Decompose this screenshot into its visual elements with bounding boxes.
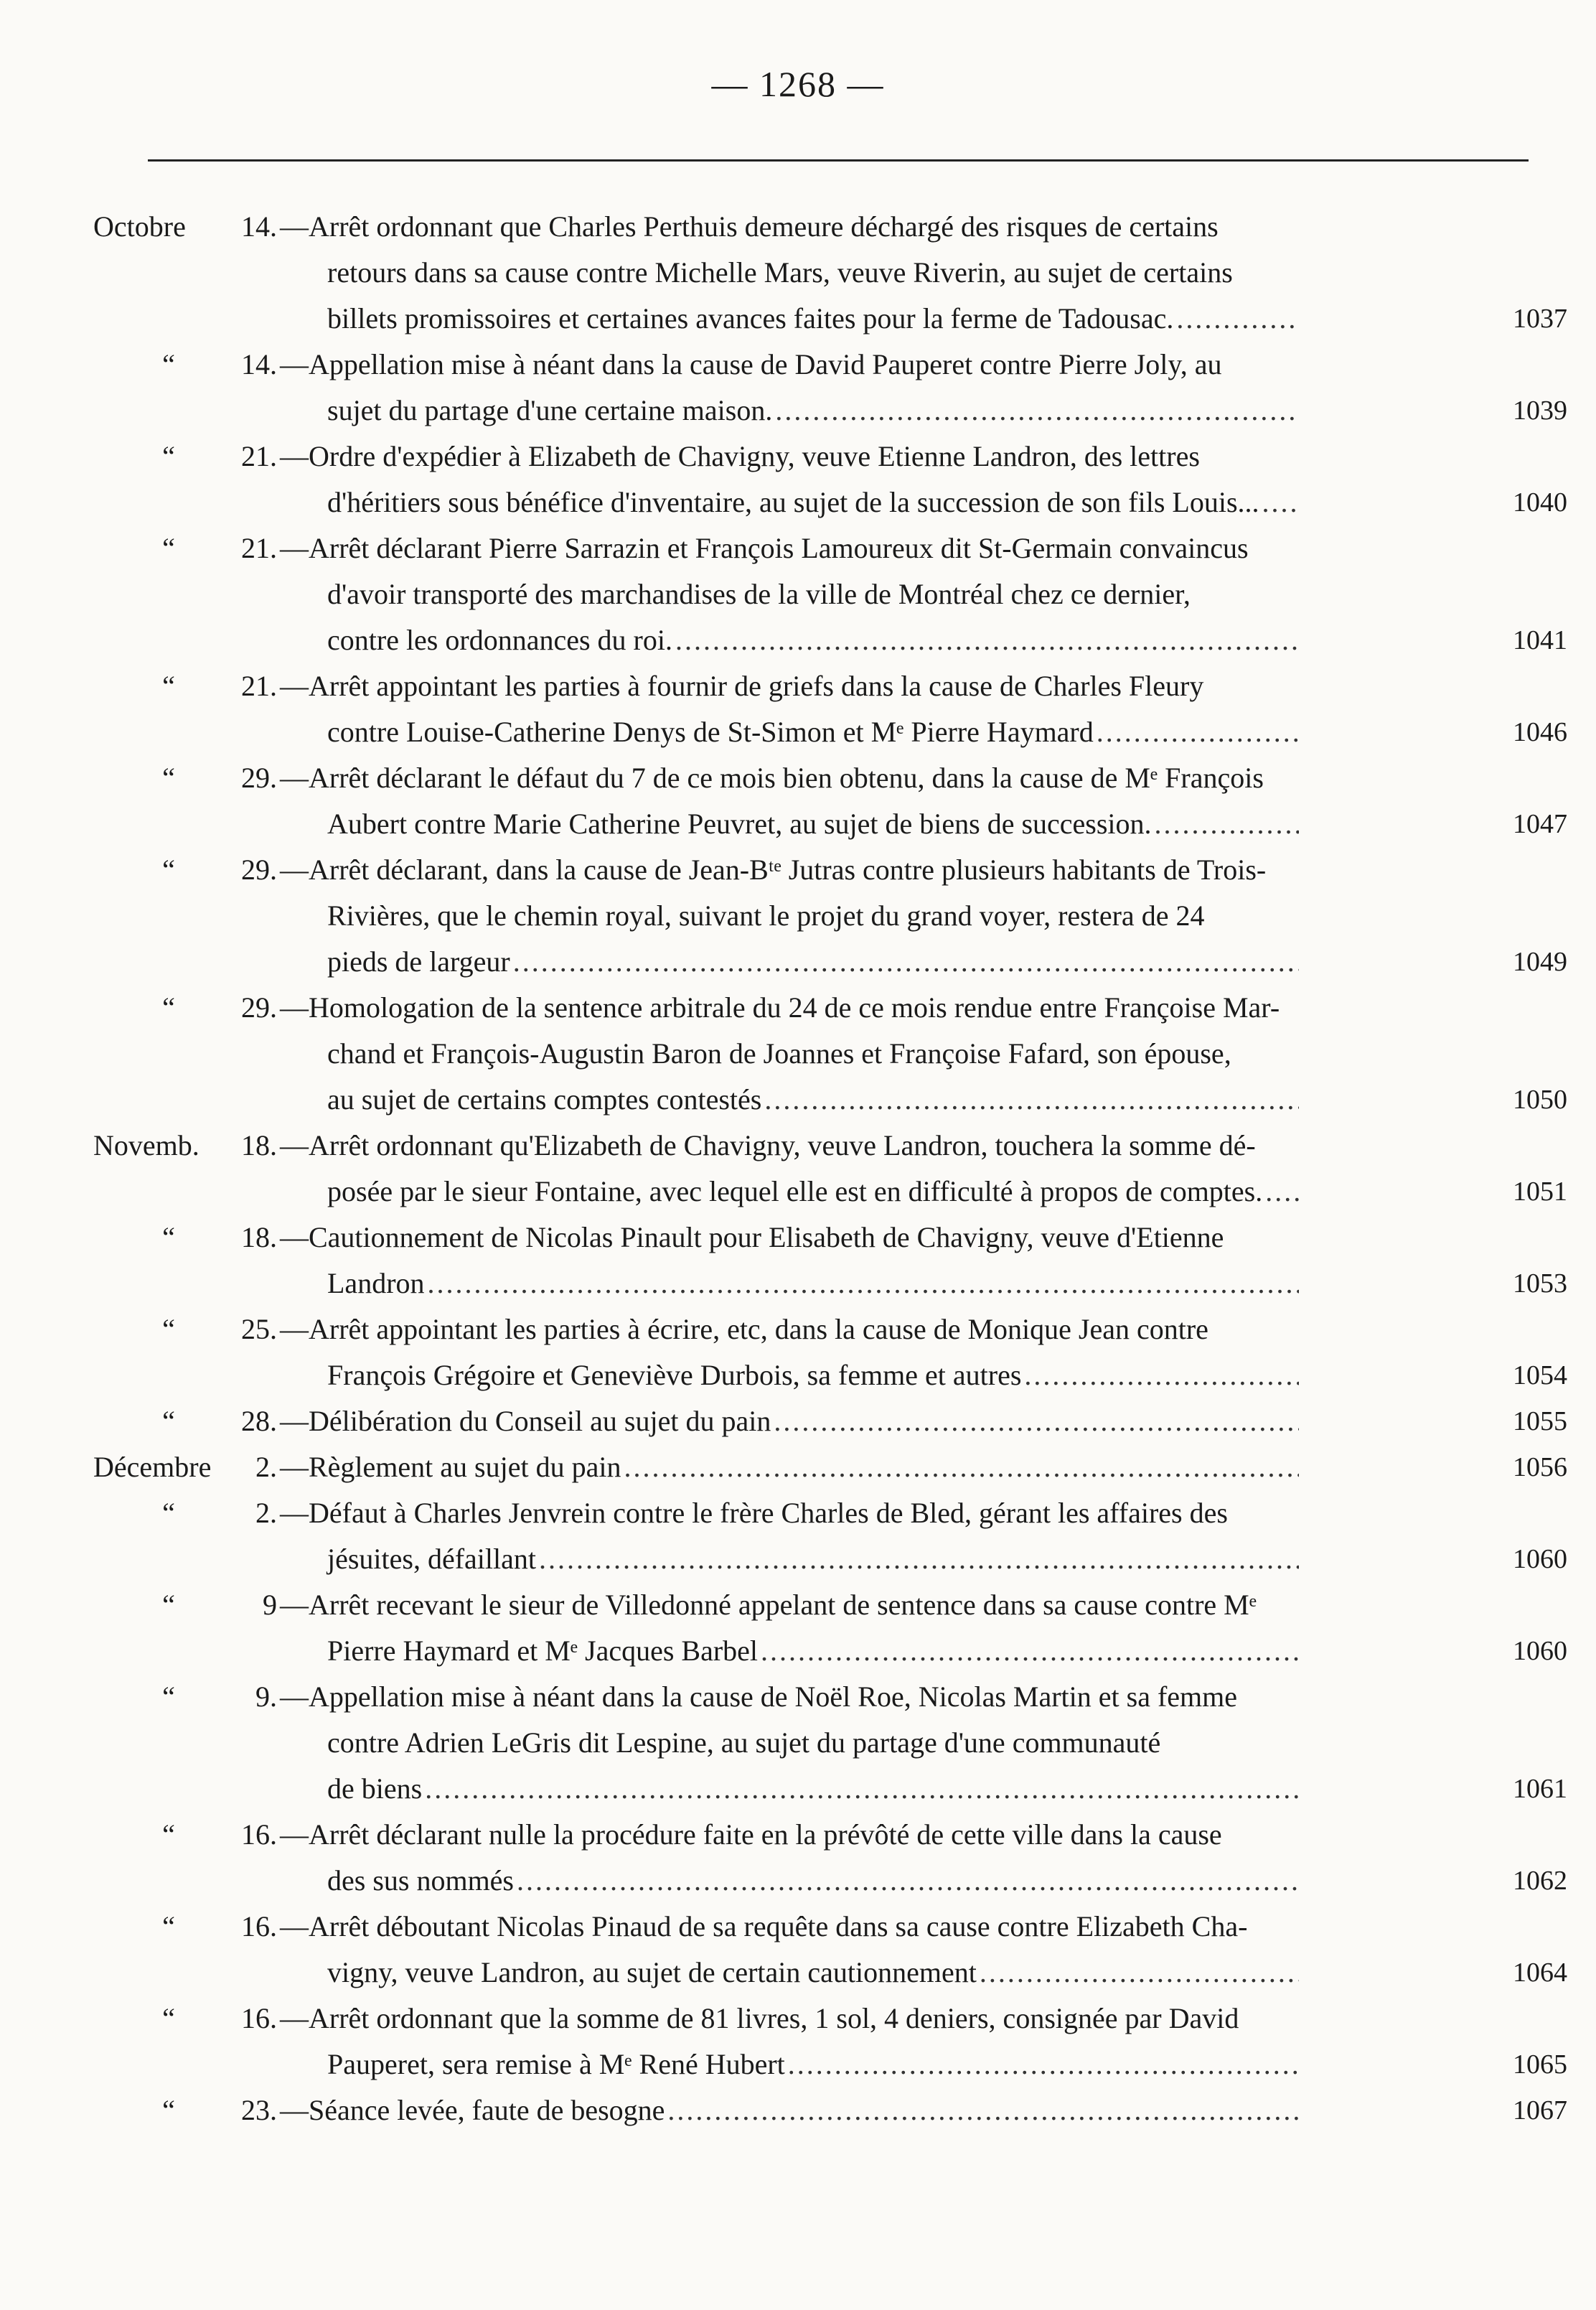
entry-text-line [327, 801, 1299, 847]
dot-leader [624, 1444, 1299, 1490]
entry-day: 9. [255, 1680, 277, 1713]
entry-text-line [327, 939, 1299, 985]
page-reference: 1062 [1513, 1866, 1567, 1896]
entry-text-line [327, 480, 1299, 525]
entry-text-line [327, 388, 1299, 434]
index-entry [0, 525, 1596, 663]
entry-text-line [327, 2042, 1299, 2087]
page-reference: 1061 [1513, 1774, 1567, 1804]
entry-text: contre les ordonnances du roi. [327, 624, 672, 656]
page-reference: 1065 [1513, 2049, 1567, 2080]
entry-text-line: —Homologation de la sentence arbitrale du 24 de ce mois rendue entre Françoise Mar- [280, 991, 1280, 1024]
entry-text-line: retours dans sa cause contre Michelle Mars, veuve Riverin, au sujet de certains [327, 256, 1233, 289]
entry-text-line: —Appellation mise à néant dans la cause de Noël Roe, Nicolas Martin et sa femme [280, 1680, 1238, 1713]
dot-leader [425, 1766, 1299, 1812]
entry-text: contre Louise-Catherine Denys de St-Simon et Mᵉ Pierre Haymard [327, 716, 1094, 748]
entry-day: 21. [241, 670, 277, 702]
index-entry [0, 1996, 1596, 2087]
entry-text-line [280, 1398, 1299, 1444]
entry-text: posée par le sieur Fontaine, avec lequel elle est en difficulté à propos de comptes. [327, 1175, 1263, 1207]
index-entry [0, 755, 1596, 847]
entry-day: 29. [241, 762, 277, 794]
entry-text-line: —Ordre d'expédier à Elizabeth de Chavigny, veuve Etienne Landron, des lettres [280, 440, 1200, 472]
ditto-mark: “ [162, 348, 175, 380]
entry-text: jésuites, défaillant [327, 1543, 537, 1575]
page-reference: 1041 [1513, 625, 1567, 655]
entry-day: 14. [241, 210, 277, 243]
entry-day: 14. [241, 348, 277, 380]
entry-text-line: chand et François-Augustin Baron de Joannes et Françoise Fafard, son épouse, [327, 1037, 1231, 1070]
entry-text-line [327, 1352, 1299, 1398]
entry-text-line: —Arrêt déclarant le défaut du 7 de ce mois bien obtenu, dans la cause de Mᵉ François [280, 762, 1264, 794]
dot-leader [517, 1858, 1299, 1904]
ditto-mark: “ [162, 1221, 175, 1253]
entry-text: Aubert contre Marie Catherine Peuvret, au sujet de biens de succession. [327, 808, 1152, 840]
dot-leader [675, 617, 1299, 663]
dot-leader [788, 2042, 1299, 2087]
dot-leader [1176, 296, 1299, 342]
index-entry [0, 663, 1596, 755]
index-entry [0, 2087, 1596, 2133]
entry-text: Landron [327, 1267, 425, 1299]
page-reference: 1050 [1513, 1085, 1567, 1115]
entry-day: 25. [241, 1313, 277, 1345]
entry-text-line [327, 1628, 1299, 1674]
ditto-mark: “ [162, 1910, 175, 1942]
index-entry [0, 342, 1596, 434]
dot-leader [1265, 1169, 1299, 1215]
page-reference: 1040 [1513, 487, 1567, 518]
ditto-mark: “ [162, 1497, 175, 1529]
entry-text-line [280, 1444, 1299, 1490]
entry-month: Novemb. [93, 1129, 200, 1161]
ditto-mark: “ [162, 1313, 175, 1345]
page-reference: 1037 [1513, 304, 1567, 334]
page-reference: 1060 [1513, 1544, 1567, 1574]
ditto-mark: “ [162, 2002, 175, 2034]
dot-leader [775, 388, 1299, 434]
entry-text-line: —Arrêt ordonnant que Charles Perthuis demeure déchargé des risques de certains [280, 210, 1219, 243]
entry-day: 2. [255, 1497, 277, 1529]
page-reference: 1049 [1513, 947, 1567, 977]
entry-text-line: —Défaut à Charles Jenvrein contre le frère Charles de Bled, gérant les affaires des [280, 1497, 1228, 1529]
entry-text-line: —Arrêt recevant le sieur de Villedonné appelant de sentence dans sa cause contre Mᵉ [280, 1589, 1257, 1621]
dot-leader [1097, 709, 1299, 755]
dot-leader [1024, 1352, 1299, 1398]
index-entry [0, 1674, 1596, 1812]
entry-day: 18. [241, 1221, 277, 1253]
entry-text: Pierre Haymard et Mᵉ Jacques Barbel [327, 1635, 759, 1667]
page-reference: 1053 [1513, 1268, 1567, 1299]
entry-day: 21. [241, 440, 277, 472]
index-entry [0, 1306, 1596, 1398]
index-entry [0, 1123, 1596, 1215]
page-reference: 1046 [1513, 717, 1567, 747]
entry-day: 16. [241, 1910, 277, 1942]
ditto-mark: “ [162, 854, 175, 886]
index-entry [0, 1490, 1596, 1582]
page-reference: 1060 [1513, 1636, 1567, 1666]
ditto-mark: “ [162, 1818, 175, 1851]
entry-text-line [327, 296, 1299, 342]
ditto-mark: “ [162, 440, 175, 472]
entry-text: vigny, veuve Landron, au sujet de certain cautionnement [327, 1956, 977, 1988]
ditto-mark: “ [162, 1405, 175, 1437]
entry-text: —Délibération du Conseil au sujet du pain [280, 1405, 771, 1437]
entry-text-line: —Arrêt déclarant nulle la procédure faite en la prévôté de cette ville dans la cause [280, 1818, 1222, 1851]
entry-month: Décembre [93, 1451, 212, 1483]
entry-text-line: —Arrêt appointant les parties à fournir de griefs dans la cause de Charles Fleury [280, 670, 1204, 702]
index-entry [0, 985, 1596, 1123]
ditto-mark: “ [162, 2094, 175, 2126]
entry-text-line [327, 1261, 1299, 1306]
dot-leader [428, 1261, 1299, 1306]
page-number: — 1268 — [711, 64, 885, 104]
index-entry [0, 1582, 1596, 1674]
page-reference: 1047 [1513, 809, 1567, 839]
entry-text: de biens [327, 1772, 423, 1805]
ditto-mark: “ [162, 532, 175, 564]
page-reference: 1064 [1513, 1958, 1567, 1988]
entry-day: 18. [241, 1129, 277, 1161]
entry-text-line: —Arrêt déboutant Nicolas Pinaud de sa requête dans sa cause contre Elizabeth Cha- [280, 1910, 1248, 1942]
entry-text: François Grégoire et Geneviève Durbois, sa femme et autres [327, 1359, 1022, 1391]
entry-day: 23. [241, 2094, 277, 2126]
ditto-mark: “ [162, 670, 175, 702]
entry-text: —Règlement au sujet du pain [280, 1451, 621, 1483]
ditto-mark: “ [162, 762, 175, 794]
entry-text-line: —Arrêt ordonnant qu'Elizabeth de Chavigny, veuve Landron, touchera la somme dé- [280, 1129, 1256, 1161]
dot-leader [774, 1398, 1299, 1444]
entry-text-line: d'avoir transporté des marchandises de la ville de Montréal chez ce dernier, [327, 578, 1191, 610]
index-entry [0, 1215, 1596, 1306]
entry-day: 29. [241, 854, 277, 886]
page-reference: 1051 [1513, 1177, 1567, 1207]
entry-text-line: —Appellation mise à néant dans la cause de David Pauperet contre Pierre Joly, au [280, 348, 1222, 380]
entry-text: d'héritiers sous bénéfice d'inventaire, au sujet de la succession de son fils Louis... [327, 486, 1259, 518]
entry-text: pieds de largeur [327, 945, 510, 978]
entry-day: 9 [263, 1589, 277, 1621]
entry-text: au sujet de certains comptes contestés [327, 1083, 762, 1116]
dot-leader [539, 1536, 1299, 1582]
entry-day: 29. [241, 991, 277, 1024]
entry-text-line: —Arrêt déclarant Pierre Sarrazin et François Lamoureux dit St-Germain convaincus [280, 532, 1249, 564]
entry-text-line: —Arrêt ordonnant que la somme de 81 livres, 1 sol, 4 deniers, consignée par David [280, 2002, 1239, 2034]
entry-text-line: —Cautionnement de Nicolas Pinault pour Elisabeth de Chavigny, veuve d'Etienne [280, 1221, 1224, 1253]
page-reference: 1055 [1513, 1406, 1567, 1436]
entry-text: Pauperet, sera remise à Mᵉ René Hubert [327, 2048, 785, 2080]
ditto-mark: “ [162, 1680, 175, 1713]
entry-day: 16. [241, 1818, 277, 1851]
index-entry [0, 1398, 1596, 1444]
entries-list [0, 204, 1596, 2133]
entry-text-line: Rivières, que le chemin royal, suivant le projet du grand voyer, restera de 24 [327, 899, 1205, 932]
entry-text-line [327, 1169, 1299, 1215]
entry-month: Octobre [93, 210, 186, 243]
entry-text-line: contre Adrien LeGris dit Lespine, au sujet du partage d'une communauté [327, 1726, 1161, 1759]
ditto-mark: “ [162, 1589, 175, 1621]
entry-day: 16. [241, 2002, 277, 2034]
entry-day: 28. [241, 1405, 277, 1437]
entry-text-line [327, 1950, 1299, 1996]
index-entry [0, 204, 1596, 342]
index-entry [0, 1444, 1596, 1490]
dot-leader [1262, 480, 1299, 525]
entry-text-line: —Arrêt appointant les parties à écrire, etc, dans la cause de Monique Jean contre [280, 1313, 1208, 1345]
page-reference: 1056 [1513, 1452, 1567, 1482]
entry-text-line [327, 1858, 1299, 1904]
entry-text-line [327, 709, 1299, 755]
page-reference: 1067 [1513, 2095, 1567, 2126]
page-reference: 1054 [1513, 1360, 1567, 1390]
entry-day: 21. [241, 532, 277, 564]
entry-text: des sus nommés [327, 1864, 514, 1897]
index-entry [0, 1904, 1596, 1996]
entry-text-line [327, 1766, 1299, 1812]
entry-text-line [327, 1536, 1299, 1582]
index-entry [0, 847, 1596, 985]
index-entry [0, 434, 1596, 525]
entry-text-line [327, 617, 1299, 663]
entry-text: —Séance levée, faute de besogne [280, 2094, 665, 2126]
page-reference: 1039 [1513, 396, 1567, 426]
index-entry [0, 1812, 1596, 1904]
dot-leader [513, 939, 1299, 985]
entry-text: sujet du partage d'une certaine maison. [327, 394, 773, 426]
entry-text: billets promissoires et certaines avances faites pour la ferme de Tadousac. [327, 302, 1174, 335]
ditto-mark: “ [162, 991, 175, 1024]
entry-text-line [280, 2087, 1299, 2133]
header-rule [148, 159, 1529, 162]
dot-leader [980, 1950, 1299, 1996]
entry-text-line [327, 1077, 1299, 1123]
dot-leader [667, 2087, 1299, 2133]
dot-leader [761, 1628, 1299, 1674]
dot-leader [1155, 801, 1299, 847]
entry-day: 2. [255, 1451, 277, 1483]
entry-text-line: —Arrêt déclarant, dans la cause de Jean-Bᵗᵉ Jutras contre plusieurs habitants de Trois- [280, 854, 1267, 886]
dot-leader [764, 1077, 1299, 1123]
